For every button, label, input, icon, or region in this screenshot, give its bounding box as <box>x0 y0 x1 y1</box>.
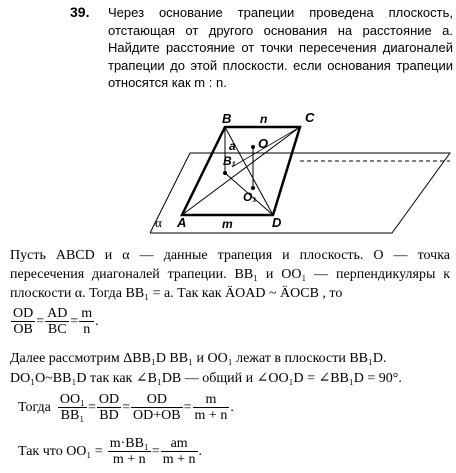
label-a: a <box>229 139 236 153</box>
label-c: C <box>305 110 315 125</box>
label-o: O <box>258 136 269 151</box>
formula-final: Так что OO₁ = $\frac{\text{m·BB₁}}{m + n}$ = $\frac{am}{m + n}$ . <box>18 436 203 467</box>
plane-alpha <box>150 153 450 233</box>
solution-paragraph-1: Пусть ABCD и α — данные трапеция и плоскость. O — точка пересечения диагоналей трапеции. BB₁ и OO₁ — перпендикуляры к плоскости α. Тогда BB₁ = a. Так как ÄOAD ~ ÄOCB , то <box>10 248 450 301</box>
problem-number: 39. <box>70 4 90 20</box>
label-alpha: α <box>155 215 162 230</box>
label-d: D <box>272 215 282 230</box>
formula-ratio: $\frac{OD}{OB}$ = $\frac{AD}{BC}$ = $\frac{m}{n}$ . <box>13 306 99 337</box>
label-m: m <box>222 217 233 231</box>
solution-paragraph-3: DO₁O~BB₁D так как ∠B₁DB — общий и ∠OO₁D = ∠BB₁D = 90°. <box>10 371 402 386</box>
label-a-vertex: A <box>177 215 187 230</box>
label-n: n <box>260 112 268 126</box>
formula-then: Тогда $\frac{\text{OO₁}}{\text{BB₁}}$ = $\frac{OD}{BD}$ = $\frac{OD}{OD+OB}$ = $\frac{m}{m + n}$ . <box>18 392 234 423</box>
label-b: B <box>222 111 232 126</box>
label-b1: B₁ <box>223 154 236 168</box>
problem-text: Через основание трапеции проведена плоскость, отстающая от другого основания на расстояние a. Найдите расстояние от точки пересечения диагоналей трапеции до этой плоскости. если основания трапеции относятся как m : n. <box>108 5 453 90</box>
diagonal-ac <box>182 127 300 215</box>
trapezoid-figure <box>150 105 455 235</box>
solution-paragraph-2: Далее рассмотрим ΔBB₁D BB₁ и OO₁ лежат в плоскости BB₁D. <box>10 351 387 366</box>
label-o1: O₁ <box>243 190 257 204</box>
